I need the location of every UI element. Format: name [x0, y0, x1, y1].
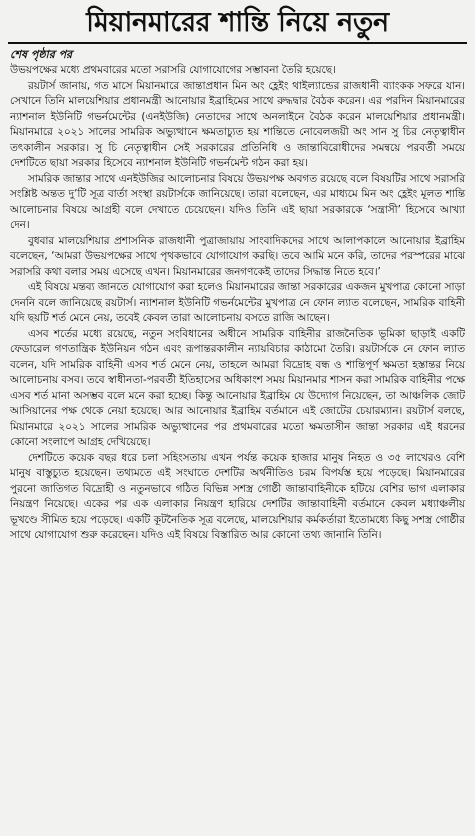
- article-paragraph: এসব শর্তের মধ্যে রয়েছে, নতুন সংবিধানের অধীনে সামরিক বাহিনীর রাজনৈতিক ভূমিকা ছাড়াই একটি ফেডারেল গণতান্ত্রিক ইউনিয়ন গঠন এবং রূপান্তরকালীন ন্যায়বিচার কাঠামো তৈরি। রয়টার্সকে নে ফোন ল্যাত বলেন, যদি সামরিক বাহিনী এসব শর্ত মেনে নেয়, তাহলে আমরা বিদ্রোহ বন্ধ ও শান্তিপূর্ণ ক্ষমতা হস্তান্তর নিয়ে আলোচনায় বসব। তবে স্বাধীনতা-পরবর্তী ইতিহাসের অধিকাংশ সময় মিয়ানমার শাসন করা সামরিক বাহিনীর পক্ষে এসব শর্ত মানা অসম্ভব বলে মনে করা হচ্ছে। কিন্তু আনোয়ার ইব্রাহিম যে উদ্যোগ নিয়েছেন, তা আঞ্চলিক জোট আসিয়ানের পক্ষ থেকে নেয়া হয়েছে। আর আনোয়ার ইব্রাহিম বর্তমানে এই জোটের চেয়ারম্যান। রয়টার্স বলছে, মিয়ানমারে ২০২১ সালের সামরিক অভ্যুত্থানের পর প্রথমবারের মতো ক্ষমতাসীন জান্তা সরকার এই ধরনের কোনো সংলাপে আগ্রহ দেখিয়েছে।: [10, 327, 465, 448]
- article-body: [8, 63, 467, 544]
- article-paragraph: এই বিষয়ে মন্তব্য জানতে যোগাযোগ করা হলেও মিয়ানমারের জান্তা সরকারের একজন মুখপাত্র কোনো সাড়া দেননি বলে জানিয়েছে রয়টার্স। ন্যাশনাল ইউনিটি গভর্নমেন্টের মুখপাত্র নে ফোন ল্যাত বলেছেন, সামরিক বাহিনী যদি ছয়টি শর্ত মেনে নেয়, তবেই কেবল তারা আলোচনায় বসতে রাজি আছেন।: [10, 281, 465, 324]
- continued-from-label: শেষ পৃষ্ঠার পর: [10, 48, 73, 61]
- headline-divider: [8, 42, 467, 44]
- article-paragraph: উভয়পক্ষের মধ্যে প্রথমবারের মতো সরাসরি যোগাযোগের সম্ভাবনা তৈরি হয়েছে।: [10, 64, 336, 76]
- article-paragraph: সামরিক জান্তার সাথে এনইউজির আলোচনার বিষয়ে উভয়পক্ষ অবগত রয়েছে বলে বিষয়টির সাথে সরাসরি সংশ্লিষ্ট অন্তত দু’টি সূত্র বার্তা সংস্থা রয়টার্সকে জানিয়েছে। তারা বলেছেন, এর মাধ্যমে মিন অং হ্লেইং মূলত শান্তি আলোচনার বিষয়ে আগ্রহী বলে দেখাতে চেয়েছেন। যদিও তিনি এই ছায়া সরকারকে ‘সন্ত্রাসী’ হিসেবে আখ্যা দেন।: [10, 172, 465, 231]
- article-paragraph: রয়টার্স জানায়, গত মাসে মিয়ানমারে জান্তাপ্রধান মিন অং হ্লেইং থাইল্যান্ডের রাজধানী ব্যাংকক সফরে যান। সেখানে তিনি মালয়েশিয়ার প্রধানমন্ত্রী আনোয়ার ইব্রাহিমের সাথে রুদ্ধদ্বার বৈঠক করেন। এর পরদিন মিয়ানমারের ন্যাশনাল ইউনিটি গভর্নমেন্টের (এনইউজি) নেতাদের সাথে অনলাইনে বৈঠক করেন মালয়েশিয়ার প্রধানমন্ত্রী। মিয়ানমারে ২০২১ সালের সামরিক অভ্যুত্থানে ক্ষমতাচ্যুত হয় শান্তিতে নোবেলজয়ী অং সান সু চির নেতৃত্বাধীন তৎকালীন সরকার। সু চি নেতৃত্বাধীন সেই সরকারের প্রতিনিধি ও জান্তাবিরোধীদের সমন্বয়ে পরবর্তী সময়ে দেশটিতে ছায়া সরকার হিসেবে ন্যাশনাল ইউনিটি গভর্নমেন্ট গঠন করা হয়।: [10, 79, 465, 169]
- article-paragraph: দেশটিতে কয়েক বছর ধরে চলা সহিংসতায় এখন পর্যন্ত কয়েক হাজার মানুষ নিহত ও ৩৫ লাখেরও বেশি মানুষ বাস্তুচ্যুত হয়েছেন। তথ্যমতে এই সংঘাতে দেশটির অর্থনীতিও চরম বিপর্যস্ত হয়ে পড়েছে। মিয়ানমারের পুরনো জাতিগত বিদ্রোহী ও নতুনভাবে গঠিত বিভিন্ন সশস্ত্র গোষ্ঠী জান্তাবাহিনীকে হটিয়ে বেশির ভাগ এলাকার নিয়ন্ত্রণ নিয়েছে। একের পর এক এলাকার নিয়ন্ত্রণ হারিয়ে দেশটির জান্তাবাহিনী বর্তমানে কেবল মধ্যাঞ্চলীয় ভূখণ্ডে সীমিত হয়ে পড়েছে। একটি কূটনৈতিক সূত্র বলেছে, মালয়েশিয়ার কর্মকর্তারা ইতোমধ্যে কিছু সশস্ত্র গোষ্ঠীর সাথে যোগাযোগ শুরু করেছেন। যদিও এই বিষয়ে বিস্তারিত আর কোনো তথ্য জানানি তিনি।: [10, 451, 465, 541]
- headline: মিয়ানমারের শান্তি নিয়ে নতুন: [86, 7, 389, 38]
- article-paragraph: বুধবার মালয়েশিয়ার প্রশাসনিক রাজধানী পুত্রাজায়ায় সাংবাদিকদের সাথে আলাপকালে আনোয়ার ইব্রাহিম বলেছেন, ‘আমরা উভয়পক্ষের সাথে পৃথকভাবে যোগাযোগ করছি। তবে আমি মনে করি, তাদের পরস্পরের মাঝে সরাসরি কথা বলার সময় এসেছে এখন। মিয়ানমারের জনগণকেই তাদের সিদ্ধান্ত নিতে হবে।’: [10, 234, 465, 278]
